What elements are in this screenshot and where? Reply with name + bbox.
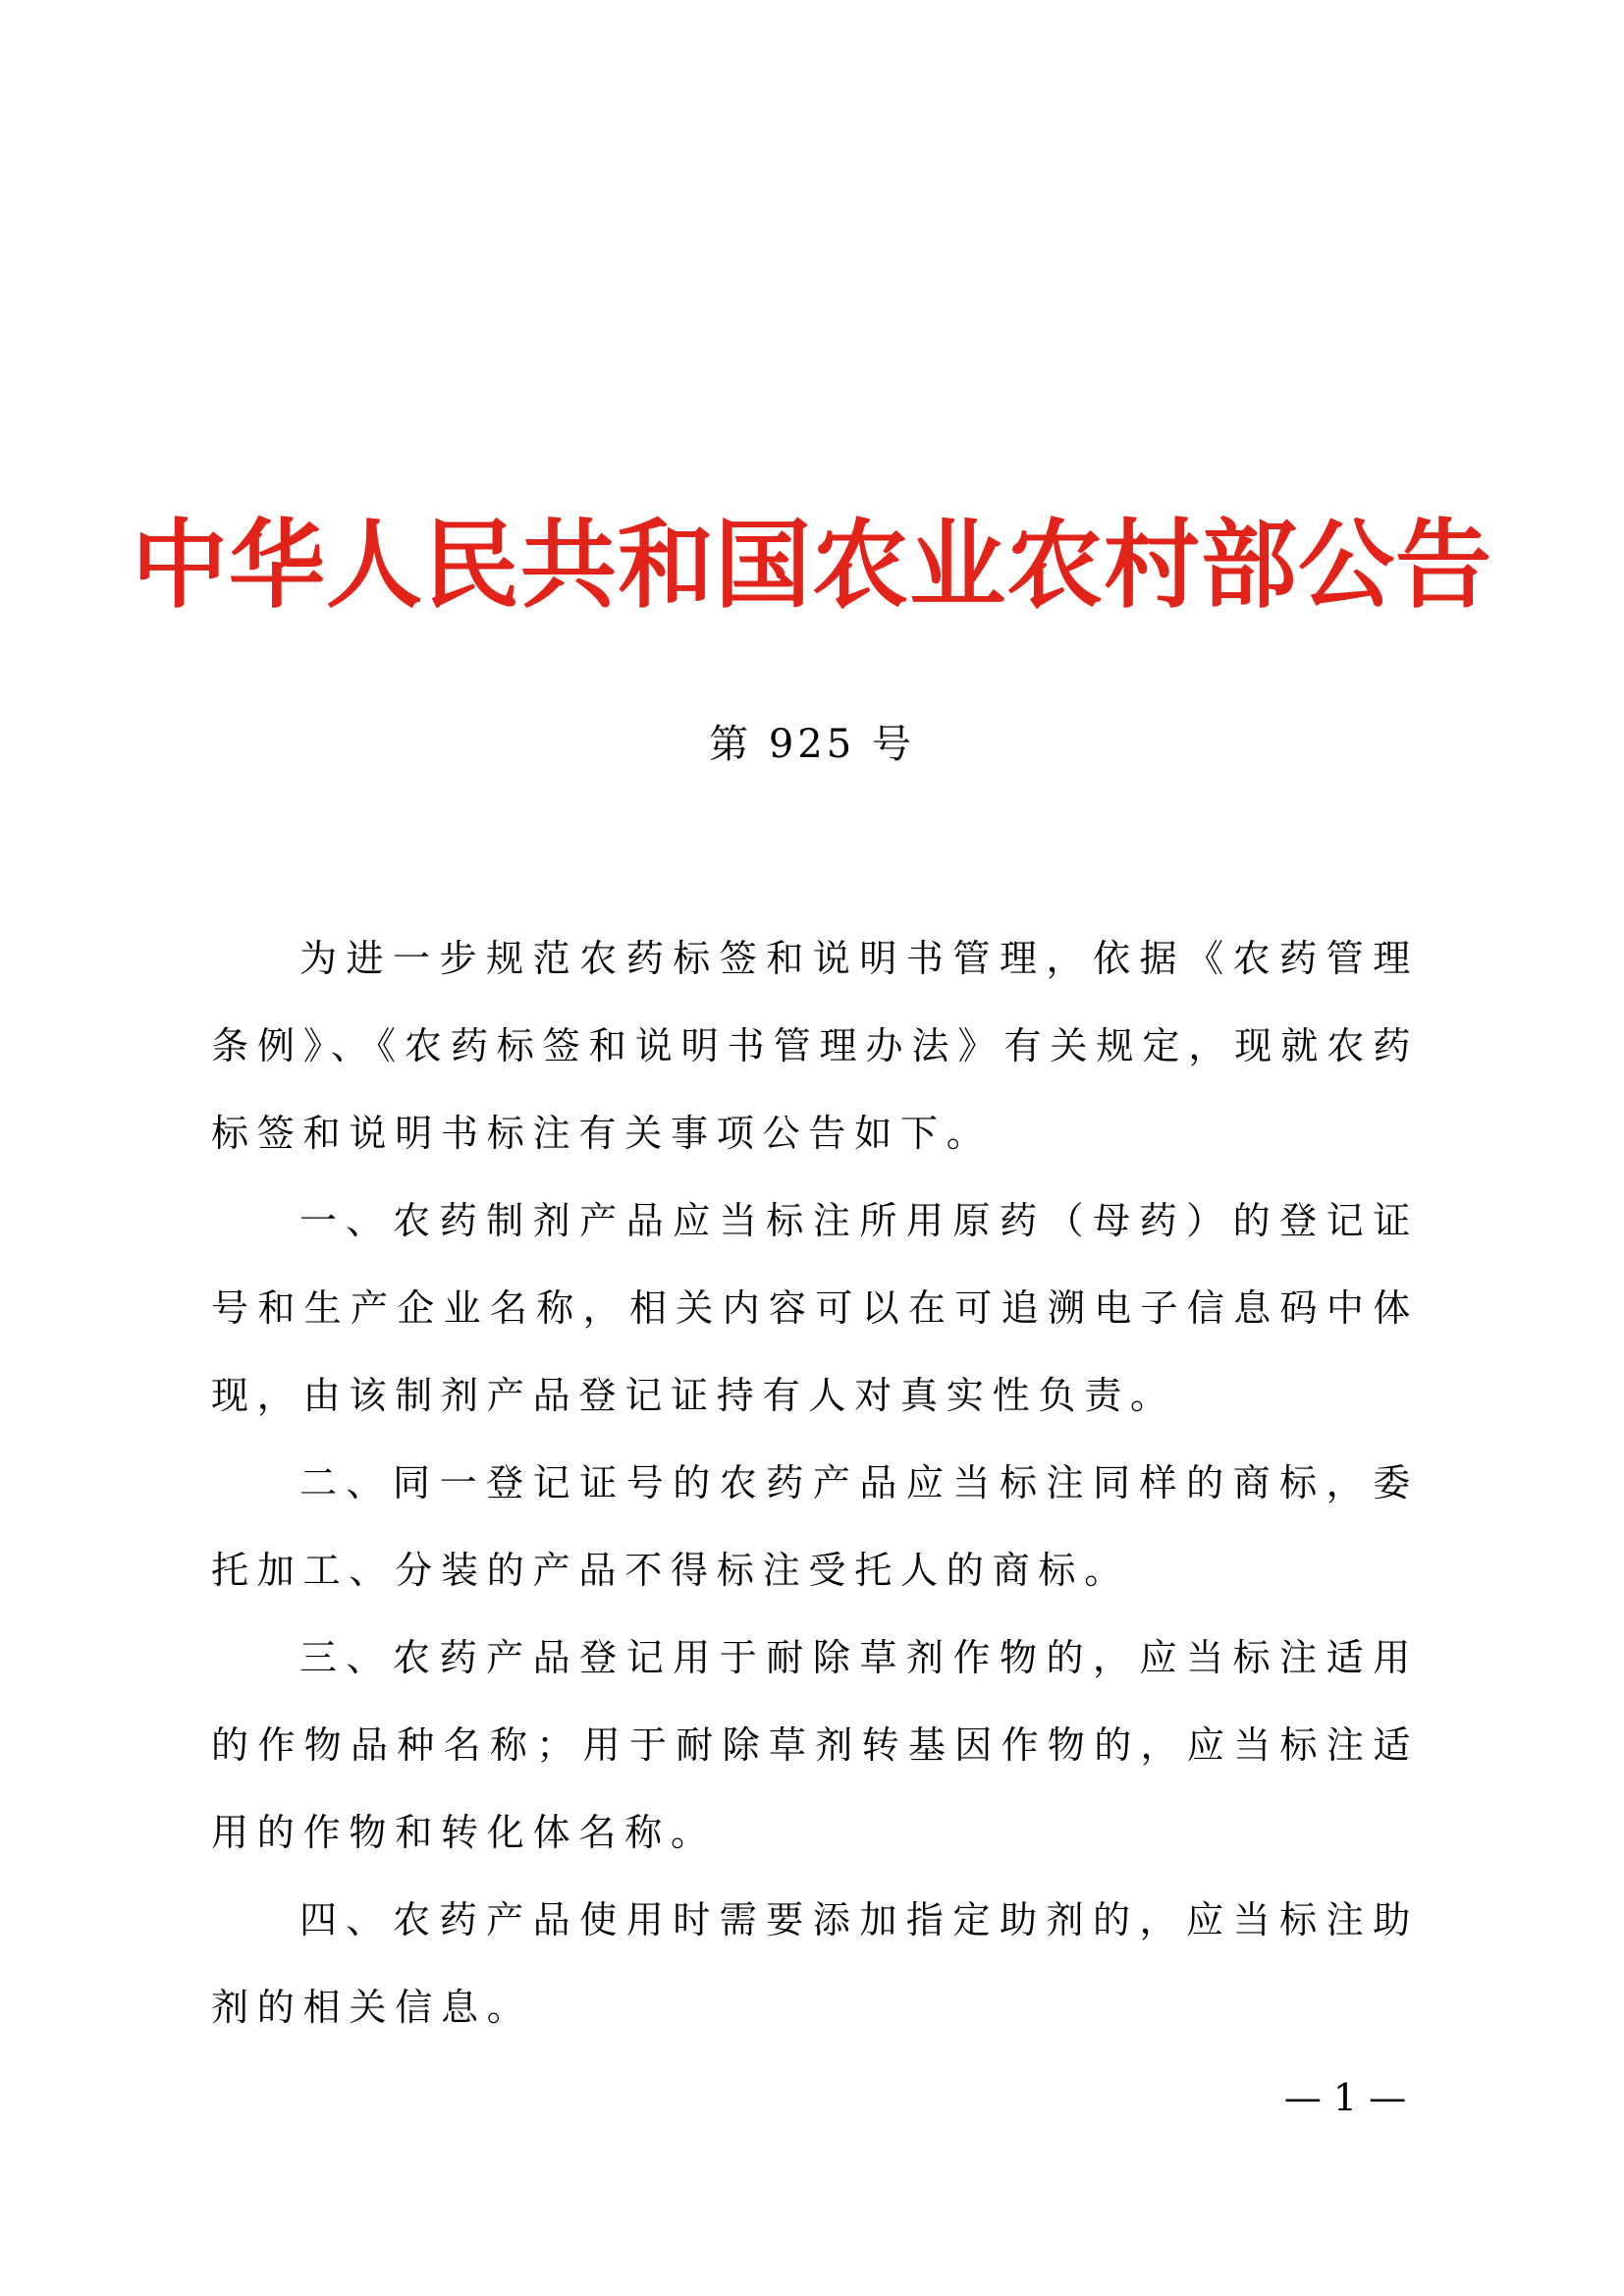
intro-paragraph: 为进一步规范农药标签和说明书管理，依据《农药管理条例》、《农药标签和说明书管理办法》有关规定，现就农药标签和说明书标注有关事项公告如下。 bbox=[211, 937, 1419, 1155]
clause-2-paragraph: 二、同一登记证号的农药产品应当标注同样的商标，委托加工、分装的产品不得标注受托人的商标。 bbox=[211, 1461, 1419, 1592]
document-body bbox=[211, 915, 1419, 2051]
announcement-number: 第 925 号 bbox=[709, 722, 915, 767]
clause-1-paragraph: 一、农药制剂产品应当标注所用原药（母药）的登记证号和生产企业名称，相关内容可以在可追溯电子信息码中体现，由该制剂产品登记证持有人对真实性负责。 bbox=[211, 1199, 1419, 1417]
page-number: — 1 — bbox=[1283, 2076, 1407, 2119]
clause-3-paragraph: 三、农药产品登记用于耐除草剂作物的，应当标注适用的作物品种名称；用于耐除草剂转基因作物的，应当标注适用的作物和转化体名称。 bbox=[211, 1636, 1419, 1854]
clause-4-paragraph: 四、农药产品使用时需要添加指定助剂的，应当标注助剂的相关信息。 bbox=[211, 1898, 1419, 2029]
page-title: 中华人民共和国农业农村部公告 bbox=[131, 508, 1492, 622]
